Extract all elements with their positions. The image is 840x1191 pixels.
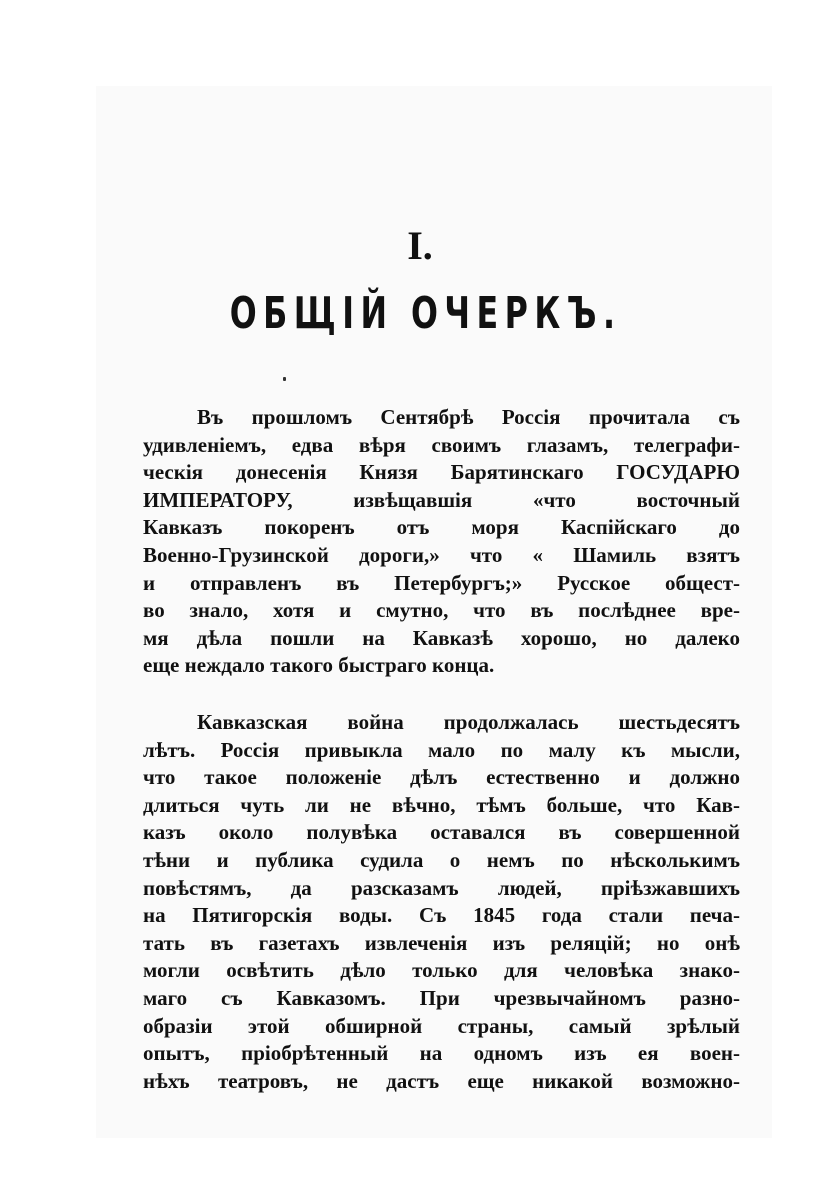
chapter-number: I.	[407, 223, 433, 268]
chapter-title: ОБЩІЙ ОЧЕРКЪ.	[229, 288, 622, 339]
text-line: казъ около полувѣка оставался въ совершенной	[143, 820, 740, 845]
text-line: еще неждало такого быстраго конца.	[143, 653, 495, 678]
text-line: Кавказская война продолжалась шестьдесятъ	[197, 710, 740, 734]
text-line: образіи этой обширной страны, самый зрѣлый	[143, 1013, 740, 1038]
text-line: удивленіемъ, едва вѣря своимъ глазамъ, телеграфи-	[143, 432, 740, 457]
text-line: лѣтъ. Россія привыкла мало по малу къ мысли,	[143, 737, 740, 762]
text-line: нѣхъ театровъ, не дастъ еще никакой возможно-	[143, 1068, 740, 1093]
text-line: и отправленъ въ Петербургъ;» Русское общест-	[143, 570, 740, 595]
text-line: Военно-Грузинской дороги,» что « Шамиль взятъ	[143, 542, 740, 567]
text-line: повѣстямъ, да разсказамъ людей, пріѣзжавшихъ	[143, 875, 740, 900]
paragraph-1	[143, 404, 740, 680]
text-line: Въ прошломъ Сентябрѣ Россія прочитала съ	[197, 405, 740, 429]
text-line: маго съ Кавказомъ. При чрезвычайномъ разно-	[143, 985, 740, 1010]
text-line: тать въ газетахъ извлеченія изъ реляцій; но онѣ	[143, 930, 740, 955]
text-line: тѣни и публика судила о немъ по нѣсколькимъ	[143, 847, 740, 872]
text-line: ИМПЕРАТОРУ, извѣщавшія «что восточный	[143, 487, 740, 512]
text-line: на Пятигорскія воды. Съ 1845 года стали печа-	[143, 903, 740, 928]
text-line: во знало, хотя и смутно, что въ послѣднее вре-	[143, 598, 740, 623]
text-line: мя дѣла пошли на Кавказѣ хорошо, но далеко	[143, 625, 740, 650]
text-line: что такое положеніе дѣлъ естественно и должно	[143, 765, 740, 790]
text-line: ческія донесенія Князя Барятинскаго ГОСУДАРЮ	[143, 460, 740, 485]
text-line: опытъ, пріобрѣтенный на одномъ изъ ея воен-	[143, 1041, 740, 1066]
ink-speck	[283, 377, 286, 381]
text-line: могли освѣтить дѣло только для человѣка знако-	[143, 958, 740, 983]
text-line: длиться чуть ли не вѣчно, тѣмъ больше, что Кав-	[143, 792, 740, 817]
paragraph-2	[143, 709, 740, 1095]
text-line: Кавказъ покоренъ отъ моря Каспійскаго до	[143, 515, 740, 540]
